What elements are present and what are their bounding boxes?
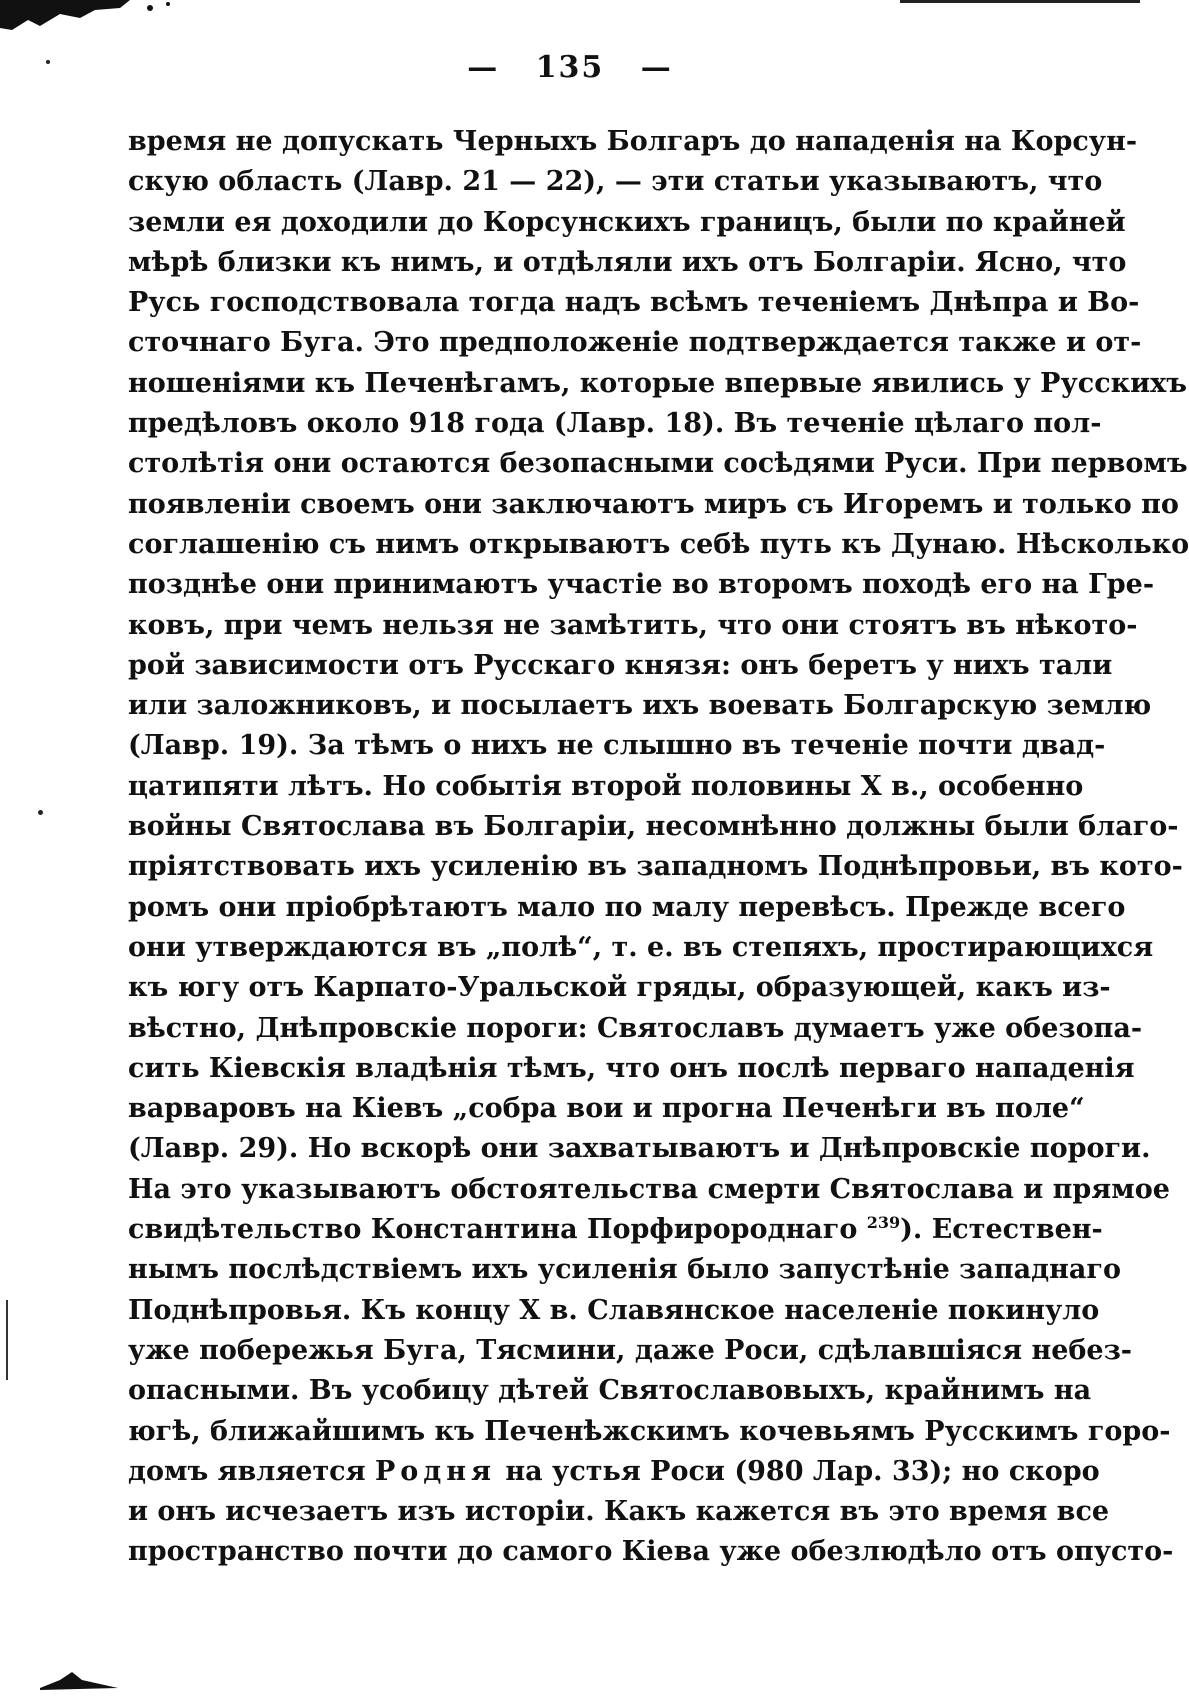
text-line: (Лавр. 19). За тѣмъ о нихъ не слышно въ теченіе почти двад-: [128, 730, 1106, 762]
text-line: ковъ, при чемъ нельзя не замѣтить, что они стоятъ въ нѣкото-: [128, 609, 1138, 641]
text-line: и онъ исчезаетъ изъ исторіи. Какъ кажется въ это время все: [128, 1496, 1110, 1528]
text-line: рой зависимости отъ Русскаго князя: онъ беретъ у нихъ тали: [128, 649, 1113, 681]
text-segment: свидѣтельство Константина Порфиророднаго: [128, 1214, 867, 1246]
top-edge-rule: [900, 0, 1140, 3]
text-line: югѣ, ближайшимъ къ Печенѣжскимъ кочевьямъ Русскимъ горо-: [128, 1415, 1171, 1447]
header-dash-right: —: [640, 50, 673, 85]
text-line: земли ея доходили до Корсунскихъ границъ, были по крайней: [128, 206, 1126, 238]
body-text: [128, 122, 1189, 1573]
text-line: сточнаго Буга. Это предположеніе подтверждается также и от-: [128, 327, 1142, 359]
text-line: появленіи своемъ они заключаютъ миръ съ Игоремъ и только по: [128, 488, 1179, 520]
emphasized-place-name: Родня: [374, 1455, 496, 1487]
text-line: вѣстно, Днѣпровскіе пороги: Святославъ думаетъ уже обезопа-: [128, 1012, 1143, 1044]
text-line: ромъ они пріобрѣтаютъ мало по малу перевѣсъ. Прежде всего: [128, 891, 1126, 923]
text-line: пріятствовать ихъ усиленію въ западномъ Поднѣпровьи, въ кото-: [128, 851, 1183, 883]
text-line: цатипяти лѣтъ. Но событія второй половины X в., особенно: [128, 770, 1084, 802]
text-line: (Лавр. 29). Но вскорѣ они захватываютъ и Днѣпровскіе пороги.: [128, 1133, 1151, 1165]
text-line-with-footnote: [128, 1210, 1103, 1250]
ink-speck: [38, 810, 43, 815]
text-line: нымъ послѣдствіемъ ихъ усиленія было запустѣніе западнаго: [128, 1254, 1121, 1286]
text-line: уже побережья Буга, Тясмини, даже Роси, сдѣлавшіяся небез-: [128, 1334, 1133, 1366]
text-line: На это указываютъ обстоятельства смерти Святослава и прямое: [128, 1173, 1170, 1205]
footnote-reference[interactable]: 239: [866, 1213, 901, 1233]
text-line: они утверждаются въ „полѣ“, т. е. въ степяхъ, простирающихся: [128, 931, 1154, 963]
text-line: варваровъ на Кіевъ „собра вои и прогна Печенѣги въ поле“: [128, 1093, 1085, 1125]
text-segment: на устья Роси (980 Лар. 33); но скоро: [496, 1455, 1100, 1487]
text-line: пространство почти до самого Кіева уже обезлюдѣло отъ опусто-: [128, 1536, 1174, 1568]
text-line: предѣловъ около 918 года (Лавр. 18). Въ теченіе цѣлаго пол-: [128, 408, 1102, 440]
text-line: къ югу отъ Карпато-Уральской гряды, образующей, какъ из-: [128, 972, 1111, 1004]
text-line: скую область (Лавр. 21 — 22), — эти статьи указываютъ, что: [128, 166, 1103, 198]
page-header: [0, 50, 1140, 85]
text-line: войны Святослава въ Болгаріи, несомнѣнно должны были благо-: [128, 811, 1179, 843]
text-line-with-spaced-word: [128, 1452, 1100, 1492]
page-number: 135: [535, 50, 605, 85]
text-segment: ). Естествен-: [900, 1214, 1103, 1246]
text-segment: домъ является: [128, 1455, 375, 1487]
text-line: мѣрѣ близки къ нимъ, и отдѣляли ихъ отъ Болгаріи. Ясно, что: [128, 246, 1127, 278]
text-line: соглашенію съ нимъ открываютъ себѣ путь къ Дунаю. Нѣсколько: [128, 528, 1189, 560]
text-line: ношеніями къ Печенѣгамъ, которые впервые явились у Русскихъ: [128, 367, 1187, 399]
text-line: опасными. Въ усобицу дѣтей Святославовыхъ, крайнимъ на: [128, 1375, 1092, 1407]
text-line: Русь господствовала тогда надъ всѣмъ теченіемъ Днѣпра и Во-: [128, 287, 1140, 319]
ink-blot-decoration: [0, 0, 180, 30]
ink-blot-decoration: [30, 1670, 120, 1690]
margin-mark: [6, 1300, 8, 1380]
text-line: или заложниковъ, и посылаетъ ихъ воевать Болгарскую землю: [128, 690, 1152, 722]
text-line: столѣтія они остаются безопасными сосѣдями Руси. При первомъ: [128, 448, 1188, 480]
text-line: Поднѣпровья. Къ концу X в. Славянское населеніе покинуло: [128, 1294, 1100, 1326]
text-line: время не допускать Черныхъ Болгаръ до нападенія на Корсун-: [128, 126, 1138, 157]
text-line: позднѣе они принимаютъ участіе во второмъ походѣ его на Гре-: [128, 569, 1155, 601]
header-dash-left: —: [467, 50, 500, 85]
text-line: сить Кіевскія владѣнія тѣмъ, что онъ послѣ перваго нападенія: [128, 1052, 1135, 1084]
